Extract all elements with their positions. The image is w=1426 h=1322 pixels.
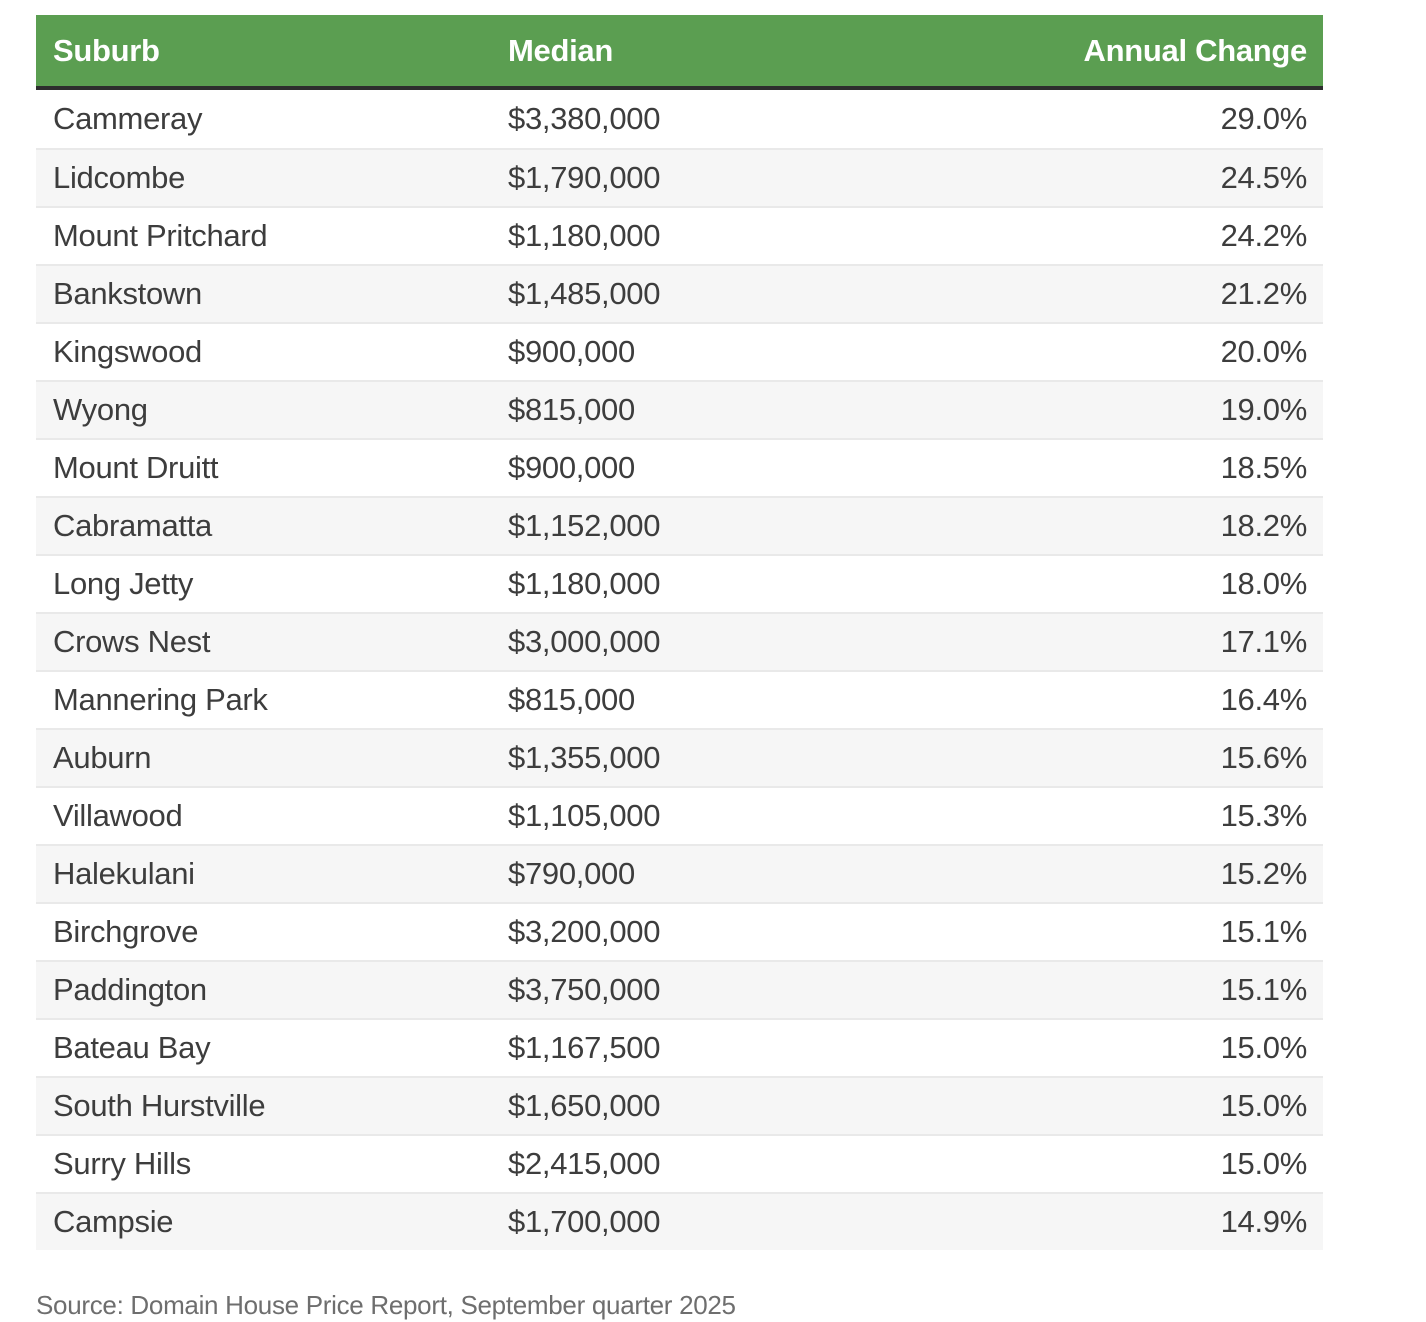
- table-row: [36, 206, 1323, 264]
- cell-suburb: Bankstown: [36, 264, 491, 322]
- cell-annual_change: 15.2%: [946, 844, 1323, 902]
- table-row: [36, 786, 1323, 844]
- cell-annual_change: 15.1%: [946, 902, 1323, 960]
- cell-median: $1,355,000: [491, 728, 946, 786]
- column-header-suburb: Suburb: [36, 15, 491, 90]
- table-row: [36, 1076, 1323, 1134]
- cell-median: $790,000: [491, 844, 946, 902]
- cell-median: $815,000: [491, 380, 946, 438]
- table-row: [36, 612, 1323, 670]
- table-row: [36, 1192, 1323, 1250]
- cell-annual_change: 15.6%: [946, 728, 1323, 786]
- cell-annual_change: 17.1%: [946, 612, 1323, 670]
- cell-suburb: Bateau Bay: [36, 1018, 491, 1076]
- cell-annual_change: 18.2%: [946, 496, 1323, 554]
- cell-suburb: Campsie: [36, 1192, 491, 1250]
- cell-median: $815,000: [491, 670, 946, 728]
- table-row: [36, 148, 1323, 206]
- cell-suburb: Surry Hills: [36, 1134, 491, 1192]
- cell-annual_change: 24.2%: [946, 206, 1323, 264]
- cell-annual_change: 18.0%: [946, 554, 1323, 612]
- cell-annual_change: 19.0%: [946, 380, 1323, 438]
- table-row: [36, 380, 1323, 438]
- table-row: [36, 322, 1323, 380]
- cell-annual_change: 15.0%: [946, 1076, 1323, 1134]
- table-row: [36, 670, 1323, 728]
- cell-annual_change: 20.0%: [946, 322, 1323, 380]
- cell-annual_change: 15.3%: [946, 786, 1323, 844]
- cell-suburb: Mannering Park: [36, 670, 491, 728]
- cell-annual_change: 24.5%: [946, 148, 1323, 206]
- cell-suburb: Halekulani: [36, 844, 491, 902]
- cell-suburb: Villawood: [36, 786, 491, 844]
- suburb-price-table-wrap: [36, 15, 1323, 1250]
- cell-annual_change: 29.0%: [946, 90, 1323, 148]
- source-caption: Source: Domain House Price Report, September quarter 2025: [36, 1290, 736, 1320]
- cell-median: $900,000: [491, 322, 946, 380]
- cell-median: $1,790,000: [491, 148, 946, 206]
- cell-median: $1,700,000: [491, 1192, 946, 1250]
- cell-median: $3,200,000: [491, 902, 946, 960]
- cell-annual_change: 21.2%: [946, 264, 1323, 322]
- table-row: [36, 90, 1323, 148]
- header-row: [36, 15, 1323, 90]
- cell-annual_change: 15.0%: [946, 1134, 1323, 1192]
- table-row: [36, 496, 1323, 554]
- cell-median: $1,152,000: [491, 496, 946, 554]
- table-row: [36, 438, 1323, 496]
- column-header-median: Median: [491, 15, 946, 90]
- cell-median: $1,180,000: [491, 206, 946, 264]
- cell-suburb: Paddington: [36, 960, 491, 1018]
- cell-suburb: Wyong: [36, 380, 491, 438]
- cell-suburb: Lidcombe: [36, 148, 491, 206]
- cell-suburb: Auburn: [36, 728, 491, 786]
- table-row: [36, 264, 1323, 322]
- cell-median: $1,105,000: [491, 786, 946, 844]
- cell-median: $1,180,000: [491, 554, 946, 612]
- table-row: [36, 844, 1323, 902]
- cell-median: $1,485,000: [491, 264, 946, 322]
- cell-annual_change: 14.9%: [946, 1192, 1323, 1250]
- cell-suburb: Mount Pritchard: [36, 206, 491, 264]
- cell-suburb: Mount Druitt: [36, 438, 491, 496]
- table-row: [36, 728, 1323, 786]
- cell-median: $900,000: [491, 438, 946, 496]
- table-header: [36, 15, 1323, 90]
- cell-suburb: Kingswood: [36, 322, 491, 380]
- cell-median: $2,415,000: [491, 1134, 946, 1192]
- cell-annual_change: 15.0%: [946, 1018, 1323, 1076]
- cell-suburb: Birchgrove: [36, 902, 491, 960]
- cell-suburb: Cammeray: [36, 90, 491, 148]
- cell-annual_change: 18.5%: [946, 438, 1323, 496]
- cell-median: $1,167,500: [491, 1018, 946, 1076]
- cell-annual_change: 15.1%: [946, 960, 1323, 1018]
- cell-median: $1,650,000: [491, 1076, 946, 1134]
- table-row: [36, 902, 1323, 960]
- cell-suburb: Cabramatta: [36, 496, 491, 554]
- cell-median: $3,380,000: [491, 90, 946, 148]
- table-row: [36, 1018, 1323, 1076]
- table-row: [36, 1134, 1323, 1192]
- column-header-annual-change: Annual Change: [946, 15, 1323, 90]
- cell-suburb: Crows Nest: [36, 612, 491, 670]
- cell-suburb: South Hurstville: [36, 1076, 491, 1134]
- table-row: [36, 554, 1323, 612]
- table-body: [36, 90, 1323, 1250]
- cell-median: $3,000,000: [491, 612, 946, 670]
- cell-annual_change: 16.4%: [946, 670, 1323, 728]
- suburb-price-table: [36, 15, 1323, 1250]
- table-row: [36, 960, 1323, 1018]
- cell-median: $3,750,000: [491, 960, 946, 1018]
- cell-suburb: Long Jetty: [36, 554, 491, 612]
